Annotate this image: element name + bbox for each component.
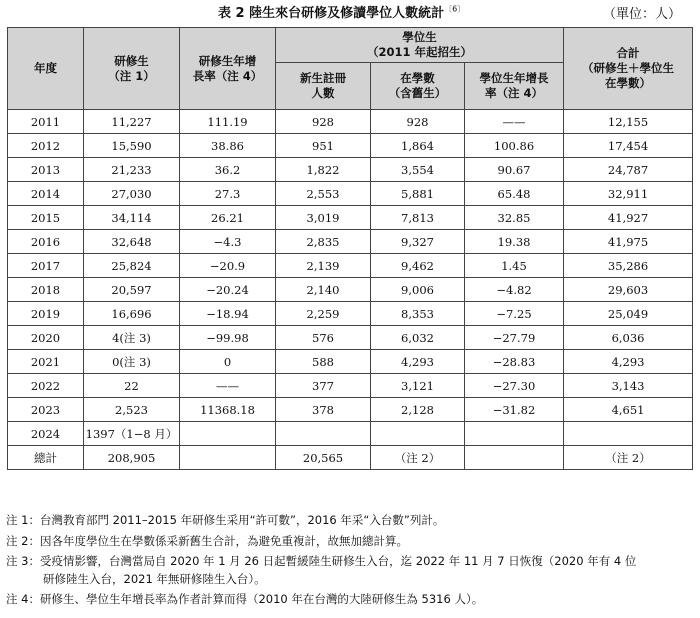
cell-degree-growth: 100.86	[465, 134, 564, 158]
footnote	[6, 533, 696, 551]
cell-enrolled	[371, 422, 465, 446]
cell-research-growth: 0	[180, 350, 276, 374]
cell-enrolled: 4,293	[371, 350, 465, 374]
cell-new-registrations: 377	[276, 374, 371, 398]
table-row	[8, 446, 693, 470]
cell-research-growth: 38.86	[180, 134, 276, 158]
footnote-text: 注 2：因各年度學位生在學數係采新舊生合計，為避免重複計，故無加總計算。	[6, 533, 408, 548]
cell-research: 20,597	[84, 278, 180, 302]
cell-enrolled: 5,881	[371, 182, 465, 206]
unit-label: （單位：人）	[603, 7, 682, 22]
cell-total: 41,927	[564, 206, 693, 230]
header-year: 年度	[8, 28, 84, 110]
footnote-continuation: 研修陸生入台，2021 年無研修陸生入台）。	[43, 571, 266, 586]
cell-year: 2014	[8, 182, 84, 206]
cell-enrolled: 1,864	[371, 134, 465, 158]
cell-total: 32,911	[564, 182, 693, 206]
cell-research: 0(注 3)	[84, 350, 180, 374]
cell-new-registrations: 2,140	[276, 278, 371, 302]
cell-degree-growth: −4.82	[465, 278, 564, 302]
cell-year: 2024	[8, 422, 84, 446]
cell-research-growth	[180, 422, 276, 446]
cell-total: 6,036	[564, 326, 693, 350]
cell-research: 4(注 3)	[84, 326, 180, 350]
cell-total: （注 2）	[564, 446, 693, 470]
table-row	[8, 134, 693, 158]
header-enrolled: 在學數 （含舊生）	[371, 63, 465, 110]
footnote	[6, 591, 696, 609]
cell-research: 22	[84, 374, 180, 398]
cell-degree-growth: −27.30	[465, 374, 564, 398]
cell-enrolled: 2,128	[371, 398, 465, 422]
cell-new-registrations: 3,019	[276, 206, 371, 230]
cell-research: 208,905	[84, 446, 180, 470]
cell-new-registrations: 1,822	[276, 158, 371, 182]
cell-total: 29,603	[564, 278, 693, 302]
cell-research-growth: −4.3	[180, 230, 276, 254]
cell-new-registrations: 576	[276, 326, 371, 350]
cell-research: 25,824	[84, 254, 180, 278]
cell-research: 1397（1−8 月）	[84, 422, 180, 446]
cell-year: 2017	[8, 254, 84, 278]
table-caption	[0, 2, 700, 22]
table-row	[8, 110, 693, 134]
cell-degree-growth: −31.82	[465, 398, 564, 422]
cell-research: 15,590	[84, 134, 180, 158]
cell-research: 2,523	[84, 398, 180, 422]
cell-total: 4,651	[564, 398, 693, 422]
cell-year: 2015	[8, 206, 84, 230]
table-row	[8, 278, 693, 302]
table-row	[8, 422, 693, 446]
header-research-growth: 研修生年增 長率（注 4）	[180, 28, 276, 110]
cell-year: 2018	[8, 278, 84, 302]
table-row	[8, 230, 693, 254]
cell-research-growth: −20.24	[180, 278, 276, 302]
table-body	[8, 110, 693, 470]
cell-research-growth: −99.98	[180, 326, 276, 350]
cell-degree-growth	[465, 446, 564, 470]
cell-degree-growth: 32.85	[465, 206, 564, 230]
cell-research-growth: 27.3	[180, 182, 276, 206]
cell-enrolled: 3,121	[371, 374, 465, 398]
cell-research: 32,648	[84, 230, 180, 254]
footnote-text: 注 4：研修生、學位生年增長率為作者計算而得（2010 年在台灣的大陸研修生為 5316 人）。	[6, 592, 484, 606]
footnote-text: 注 3：受疫情影響，台灣當局自 2020 年 1 月 26 日起暫緩陸生研修生入台，迄 2022 年 11 月 7 日恢復（2020 年有 4 位	[6, 554, 637, 568]
cell-total: 24,787	[564, 158, 693, 182]
cell-total: 35,286	[564, 254, 693, 278]
cell-enrolled: 928	[371, 110, 465, 134]
table-row	[8, 374, 693, 398]
cell-total	[564, 422, 693, 446]
statistics-table	[7, 27, 693, 470]
cell-degree-growth	[465, 422, 564, 446]
cell-degree-growth: −28.83	[465, 350, 564, 374]
table-row	[8, 254, 693, 278]
cell-enrolled: 3,554	[371, 158, 465, 182]
cell-research-growth: ——	[180, 374, 276, 398]
cell-degree-growth: 1.45	[465, 254, 564, 278]
table-row	[8, 182, 693, 206]
cell-research: 21,233	[84, 158, 180, 182]
cell-research: 34,114	[84, 206, 180, 230]
table-row	[8, 302, 693, 326]
cell-year: 總計	[8, 446, 84, 470]
cell-new-registrations: 2,835	[276, 230, 371, 254]
cell-total: 12,155	[564, 110, 693, 134]
cell-research-growth: 36.2	[180, 158, 276, 182]
cell-new-registrations: 951	[276, 134, 371, 158]
cell-new-registrations	[276, 422, 371, 446]
cell-year: 2011	[8, 110, 84, 134]
cell-research: 16,696	[84, 302, 180, 326]
cell-enrolled: 7,813	[371, 206, 465, 230]
cell-year: 2012	[8, 134, 84, 158]
cell-research-growth	[180, 446, 276, 470]
cell-total: 41,975	[564, 230, 693, 254]
cell-research-growth: 11368.18	[180, 398, 276, 422]
cell-year: 2019	[8, 302, 84, 326]
cell-new-registrations: 2,553	[276, 182, 371, 206]
cell-enrolled: 9,006	[371, 278, 465, 302]
cell-degree-growth: −27.79	[465, 326, 564, 350]
cell-year: 2022	[8, 374, 84, 398]
footnotes	[6, 512, 696, 612]
footnote-text: 注 1：台灣教育部門 2011–2015 年研修生采用“許可數”，2016 年采“入台數”列計。	[6, 513, 445, 527]
table-title: 表 2 陸生來台研修及修讀學位人數統計$^{〔6〕}$	[218, 4, 466, 21]
table-row	[8, 158, 693, 182]
cell-degree-growth: 90.67	[465, 158, 564, 182]
cell-research: 27,030	[84, 182, 180, 206]
cell-new-registrations: 2,139	[276, 254, 371, 278]
cell-degree-growth: −7.25	[465, 302, 564, 326]
table-row	[8, 206, 693, 230]
cell-enrolled: 9,462	[371, 254, 465, 278]
cell-degree-growth: 19.38	[465, 230, 564, 254]
footnote	[6, 553, 696, 588]
cell-new-registrations: 928	[276, 110, 371, 134]
cell-research: 11,227	[84, 110, 180, 134]
cell-degree-growth: 65.48	[465, 182, 564, 206]
cell-new-registrations: 378	[276, 398, 371, 422]
table-row	[8, 398, 693, 422]
header-new-registrations: 新生註冊 人數	[276, 63, 371, 110]
table-row	[8, 350, 693, 374]
cell-total: 25,049	[564, 302, 693, 326]
cell-new-registrations: 20,565	[276, 446, 371, 470]
header-degree-students: 學位生 （2011 年起招生）	[276, 28, 564, 63]
cell-enrolled: 6,032	[371, 326, 465, 350]
cell-research-growth: −18.94	[180, 302, 276, 326]
cell-research-growth: 111.19	[180, 110, 276, 134]
cell-year: 2016	[8, 230, 84, 254]
cell-year: 2023	[8, 398, 84, 422]
cell-new-registrations: 2,259	[276, 302, 371, 326]
footnote	[6, 512, 696, 530]
header-total: 合計 （研修生＋學位生 在學數）	[564, 28, 693, 110]
cell-total: 17,454	[564, 134, 693, 158]
header-degree-growth: 學位生年增長 率（注 4）	[465, 63, 564, 110]
cell-degree-growth: ——	[465, 110, 564, 134]
table-row	[8, 326, 693, 350]
cell-enrolled: 8,353	[371, 302, 465, 326]
cell-research-growth: 26.21	[180, 206, 276, 230]
cell-new-registrations: 588	[276, 350, 371, 374]
cell-total: 4,293	[564, 350, 693, 374]
cell-year: 2021	[8, 350, 84, 374]
cell-year: 2020	[8, 326, 84, 350]
reference-marker: 〔6〕	[444, 4, 466, 14]
header-research-students: 研修生 （注 1）	[84, 28, 180, 110]
cell-research-growth: −20.9	[180, 254, 276, 278]
cell-year: 2013	[8, 158, 84, 182]
cell-total: 3,143	[564, 374, 693, 398]
cell-enrolled: 9,327	[371, 230, 465, 254]
cell-enrolled: （注 2）	[371, 446, 465, 470]
